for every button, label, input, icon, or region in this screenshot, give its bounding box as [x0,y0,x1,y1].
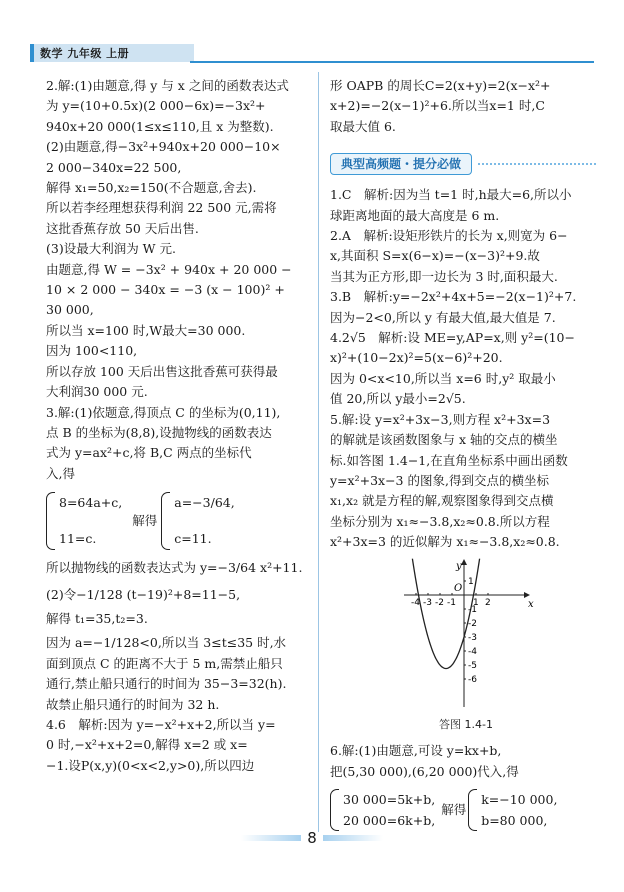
text-line: x₁,x₂ 就是方程的解,观察图象得到交点横 [330,493,554,509]
text-line: 2.A 解析:设矩形铁片的长为 x,则宽为 6− [330,228,568,244]
text-line: 当其为正方形,即一边长为 3 时,面积最大. [330,268,558,284]
y-tick-label: -1 [468,604,477,615]
text-line: (2)由题意,得−3x²+940x+20 000−10× [46,139,281,155]
text-line: 球距离地面的最大高度是 6 m. [330,207,500,223]
y-tick-label: 1 [468,576,474,587]
text-line: x²+3x=3 的近似解为 x₁≈−3.8,x₂≈0.8. [330,534,560,550]
solution: b=80 000, [481,812,548,828]
text-line: 940x+20 000(1≤x≤110,且 x 为整数). [46,118,274,134]
text-line: 6.解:(1)由题意,可设 y=kx+b, [330,743,502,759]
brace [330,789,339,831]
equation: 20 000=6k+b, [343,812,436,828]
text-line: 值 20,所以 y最小=2√5. [330,391,466,407]
system-left [59,493,122,549]
column-divider [318,72,319,832]
footer-bar-left [241,835,301,841]
text-line: 所以当 x=100 时,W最大=30 000. [46,322,246,338]
equation: 30 000=5k+b, [343,792,436,808]
banner-dots [478,163,596,165]
brace [468,789,477,831]
x-axis-label: x [528,598,534,610]
text-line: 通行,禁止船只通行的时间为 35−3=32(h). [46,676,287,692]
text-line: 故禁止船只通行的时间为 32 h. [46,696,220,712]
equation: 11=c. [59,530,97,546]
text-line: 因为 a=−1/128<0,所以当 3≤t≤35 时,水 [46,635,287,651]
header-rule [190,61,594,63]
text-line: 形 OAPB 的周长C=2(x+y)=2(x−x²+ [330,78,551,93]
brace [46,492,55,550]
text-line: 由题意,得 W = −3x² + 940x + 20 000 − [46,261,292,277]
text-line: −1.设P(x,y)(0<x<2,y>0),所以四边 [46,757,255,773]
footer-bar-right [323,835,383,841]
y-tick-label: -6 [468,674,477,685]
x-axis-arrow [524,592,530,598]
left-column [46,76,308,776]
text-line: (3)设最大利润为 W 元. [46,241,176,257]
system-right [481,790,557,830]
text-line: 4.2√5 解析:设 ME=y,AP=x,则 y²=(10− [330,330,575,346]
text-line: 的解就是该函数图象与 x 轴的交点的横坐 [330,432,558,448]
parabola-graph [402,559,532,709]
text-line: 1.C 解析:因为当 t=1 时,h最大=6,所以小 [330,187,572,203]
text-line: 坐标分别为 x₁≈−3.8,x₂≈0.8.所以方程 [330,513,550,529]
y-tick-label: -4 [468,646,477,657]
x-tick-label: 1 [473,597,479,608]
x-tick-label: -4 [411,597,420,608]
parabola-figure [402,559,542,736]
y-tick-label: -2 [468,618,477,629]
y-axis-label: y [456,560,462,572]
text-line: 所以若李经理想获得利润 22 500 元,需将 [46,200,277,216]
text-line: 入,得 [46,465,75,481]
text-line: 30 000, [46,302,94,318]
solution: a=−3/64, [174,495,235,511]
text-line: (2)令−1/128 (t−19)²+8=11−5, [46,586,241,602]
equation: 8=64a+c, [59,495,123,511]
text-line: 所以存放 100 天后出售这批香蕉可获得最 [46,363,278,379]
solution: k=−10 000, [481,792,558,808]
system-right [174,493,234,549]
text-line: 4.6 解析:因为 y=−x²+x+2,所以当 y= [46,716,276,732]
text-line: 为 y=(10+0.5x)(2 000−6x)=−3x²+ [46,98,266,114]
y-tick-label: -3 [468,632,477,643]
text-line: x)²+(10−2x)²=5(x−6)²+20. [330,350,503,366]
text-line: 所以抛物线的函数表达式为 y=−3/64 x²+11. [46,560,303,576]
header-title: 数学 九年级 上册 [40,47,130,60]
text-line: 因为 100<110, [46,343,138,359]
text-line: 式为 y=ax²+c,将 B,C 两点的坐标代 [46,445,252,461]
text-line: 大利润30 000 元. [46,384,148,400]
text-line: 0 时,−x²+x+2=0,解得 x=2 或 x= [46,737,248,753]
text-line: 因为 0<x<10,所以当 x=6 时,y² 取最小 [330,370,556,386]
y-tick-label: -5 [468,660,477,671]
text-line: x+2)=−2(x−1)²+6.所以当x=1 时,C [330,98,545,114]
text-line: 取最大值 6. [330,118,396,134]
page-footer [0,826,624,850]
text-line: x,其面积 S=x(6−x)=−(x−3)²+9.故 [330,248,540,264]
solution: c=11. [174,530,212,546]
text-line: 10 × 2 000 − 340x = −3 (x − 100)² + [46,282,285,298]
x-tick-label: 2 [485,597,491,608]
x-tick-label: -3 [423,597,432,608]
x-tick-label: -1 [447,597,456,608]
text-line: 因为−2<0,所以 y 有最大值,最大值是 7. [330,309,556,325]
solved-label: 解得 [132,512,158,528]
origin-label: O [454,582,463,594]
text-line: 点 B 的坐标为(8,8),设抛物线的函数表达 [46,424,272,440]
text-line: 把(5,30 000),(6,20 000)代入,得 [330,763,519,779]
text-line: 这批香蕉存放 50 天后出售. [46,220,199,236]
system-left [343,790,435,830]
text-line: 面到顶点 C 的距离不大于 5 m,需禁止船只 [46,655,283,671]
section-banner-title: 典型高频题・提分必做 [330,153,472,175]
text-line: 2.解:(1)由题意,得 y 与 x 之间的函数表达式 [46,78,289,93]
text-line: 3.解:(1)依题意,得顶点 C 的坐标为(0,11), [46,404,281,420]
text-line: 解得 t₁=35,t₂=3. [46,610,148,626]
text-line: 5.解:设 y=x²+3x−3,则方程 x²+3x=3 [330,411,551,427]
page-number: 8 [307,829,317,847]
text-line: 2 000−340x=22 500, [46,159,182,175]
section-banner [330,153,596,175]
text-line: 3.B 解析:y=−2x²+4x+5=−2(x−1)²+7. [330,289,577,305]
x-tick-label: -2 [435,597,444,608]
right-column [330,76,596,838]
brace [161,492,170,550]
header-band [30,44,194,62]
text-line: y=x²+3x−3 的图象,得到交点的横坐标 [330,472,549,488]
equation-system [46,488,308,554]
text-line: 解得 x₁=50,x₂=150(不合题意,舍去). [46,180,257,196]
solved-label: 解得 [441,801,467,817]
y-axis-arrow [461,559,467,565]
figure-caption: 答图 1.4-1 [439,717,493,731]
text-line: 标.如答图 1.4−1,在直角坐标系中画出函数 [330,452,568,468]
